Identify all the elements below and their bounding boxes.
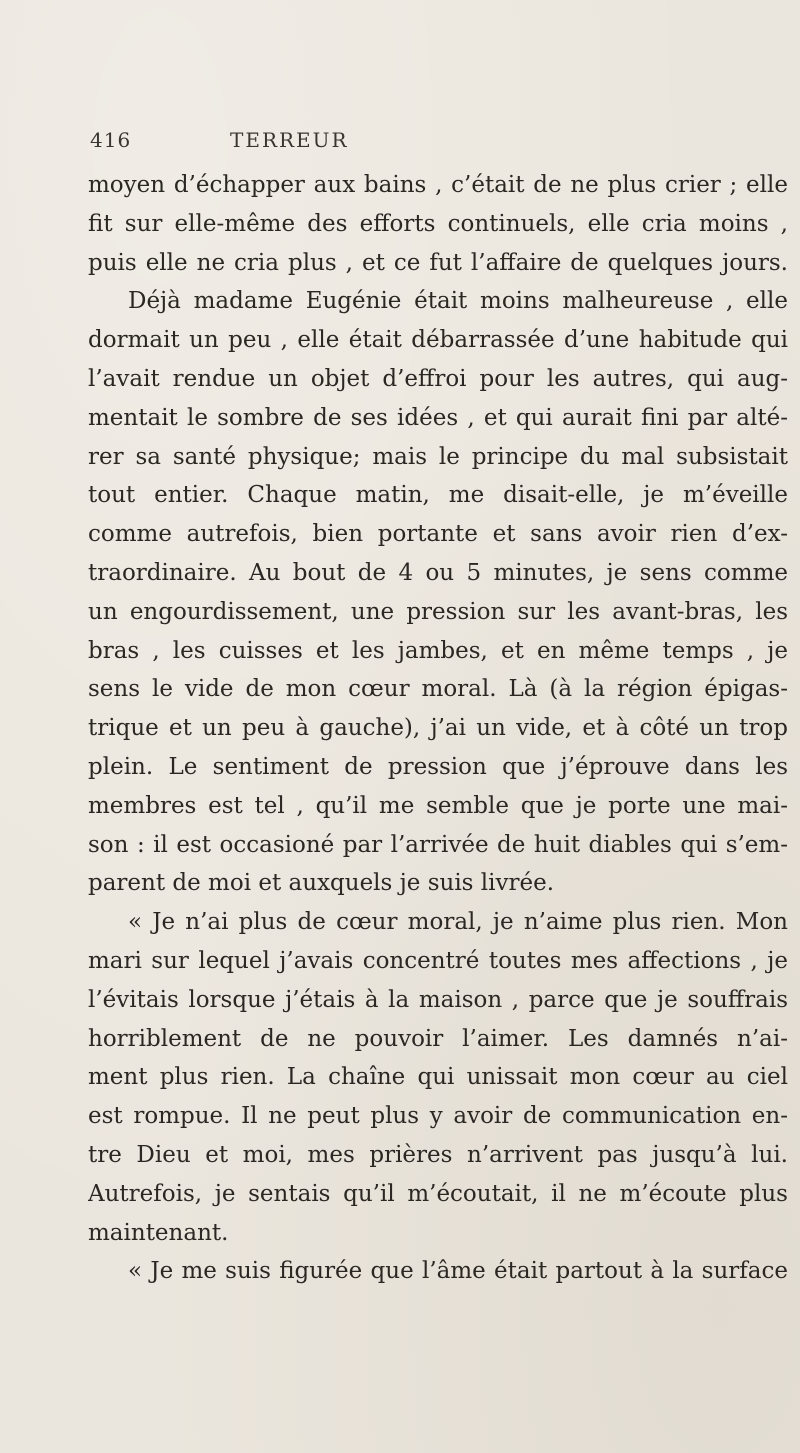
- text-line: membres est tel , qu’il me semble que je porte une mai-: [88, 792, 788, 819]
- text-line: sens le vide de mon cœur moral. Là (à la région épigas-: [88, 676, 788, 703]
- running-head: TERREUR: [230, 128, 349, 152]
- text-line: plein. Le sentiment de pression que j’éprouve dans les: [88, 753, 788, 780]
- text-line: bras , les cuisses et les jambes, et en même temps , je: [88, 637, 788, 664]
- text-line: « Je n’ai plus de cœur moral, je n’aime plus rien. Mon: [128, 909, 788, 936]
- text-line: tre Dieu et moi, mes prières n’arrivent pas jusqu’à lui.: [88, 1141, 788, 1168]
- page-header: [90, 128, 790, 158]
- text-line: Autrefois, je sentais qu’il m’écoutait, il ne m’écoute plus: [88, 1180, 788, 1207]
- body-text: [88, 166, 788, 1291]
- text-line: un engourdissement, une pression sur les avant-bras, les: [88, 598, 788, 625]
- text-line: mentait le sombre de ses idées , et qui aurait fini par alté-: [88, 404, 788, 431]
- text-line: mari sur lequel j’avais concentré toutes mes affections , je: [88, 947, 788, 974]
- text-line: est rompue. Il ne peut plus y avoir de communication en-: [88, 1103, 788, 1130]
- text-line: maintenant.: [88, 1219, 229, 1246]
- text-line: tout entier. Chaque matin, me disait-elle, je m’éveille: [88, 482, 788, 509]
- text-line: l’évitais lorsque j’étais à la maison , parce que je souffrais: [88, 986, 788, 1013]
- text-line: dormait un peu , elle était débarrassée d’une habitude qui: [88, 327, 788, 354]
- text-line: moyen d’échapper aux bains , c’était de ne plus crier ; elle: [88, 172, 788, 198]
- text-line: trique et un peu à gauche), j’ai un vide, et à côté un trop: [88, 715, 788, 742]
- text-line: son : il est occasioné par l’arrivée de huit diables qui s’em-: [88, 831, 788, 858]
- text-line: l’avait rendue un objet d’effroi pour les autres, qui aug-: [88, 365, 788, 392]
- text-line: parent de moi et auxquels je suis livrée.: [88, 870, 555, 897]
- text-line: fit sur elle-même des efforts continuels, elle cria moins ,: [88, 210, 788, 237]
- page-number: 416: [90, 128, 132, 152]
- text-line: comme autrefois, bien portante et sans avoir rien d’ex-: [88, 521, 788, 548]
- text-line: Déjà madame Eugénie était moins malheureuse , elle: [128, 288, 788, 315]
- text-line: ment plus rien. La chaîne qui unissait mon cœur au ciel: [88, 1064, 788, 1091]
- text-line: « Je me suis figurée que l’âme était partout à la surface: [128, 1258, 788, 1285]
- text-line: traordinaire. Au bout de 4 ou 5 minutes, je sens comme: [88, 559, 788, 586]
- text-line: rer sa santé physique; mais le principe du mal subsistait: [88, 443, 788, 470]
- text-line: puis elle ne cria plus , et ce fut l’affaire de quelques jours.: [88, 249, 788, 276]
- text-line: horriblement de ne pouvoir l’aimer. Les damnés n’ai-: [88, 1025, 788, 1052]
